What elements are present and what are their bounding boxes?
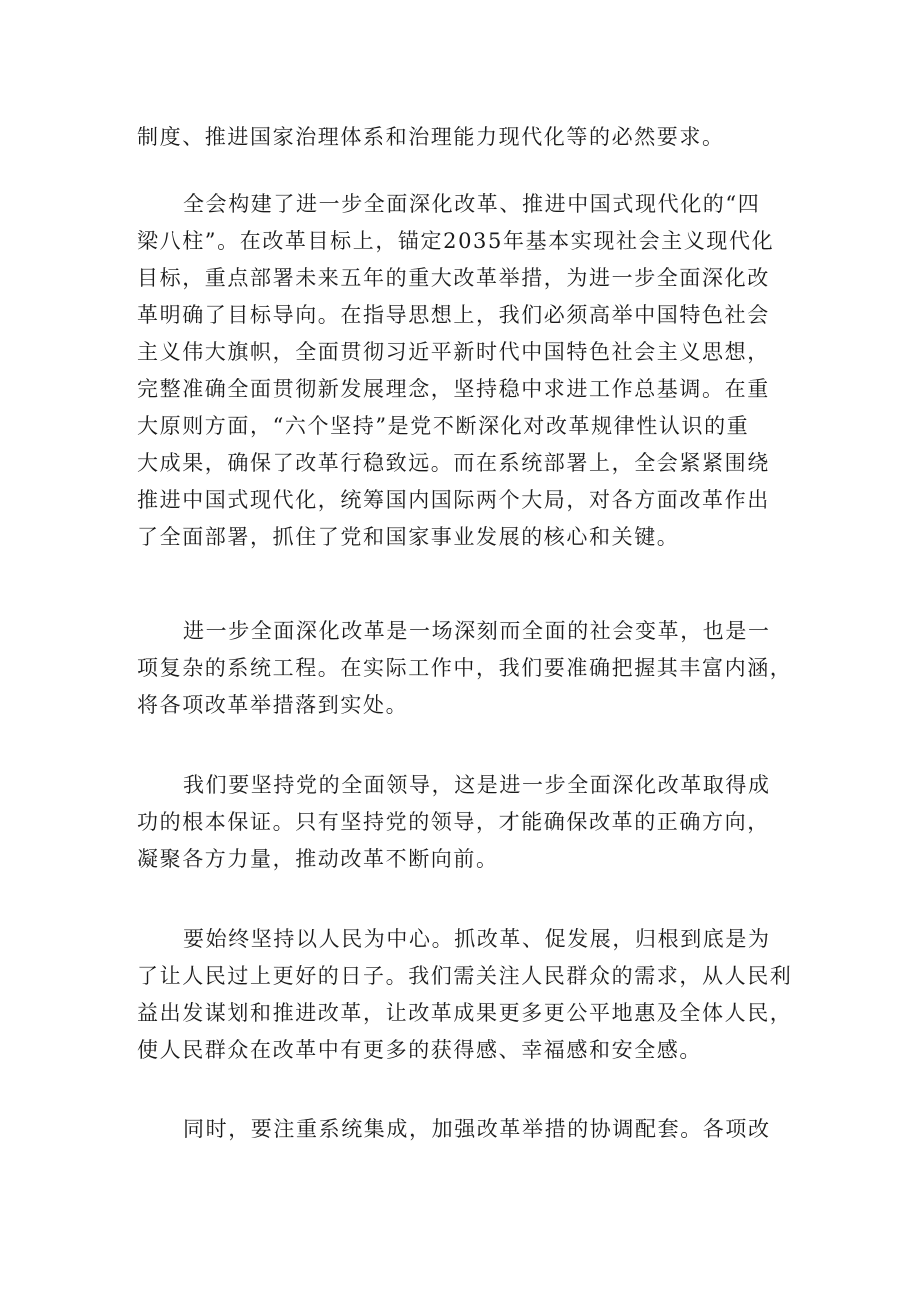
- paragraph-social-transformation: [137, 613, 793, 724]
- text-line: 完整准确全面贯彻新发展理念，坚持稳中求进工作总基调。在重: [137, 377, 770, 401]
- text-line: 大成果，确保了改革行稳致远。而在系统部署上，全会紧紧围绕: [137, 451, 770, 475]
- text-line: 凝聚各方力量，推动改革不断向前。: [137, 847, 499, 871]
- text-line: 主义伟大旗帜，全面贯彻习近平新时代中国特色社会主义思想，: [137, 340, 770, 364]
- paragraph-people-centered: [137, 921, 793, 1069]
- text-line: 全会构建了进一步全面深化改革、推进中国式现代化的“四: [183, 192, 761, 216]
- text-line: 进一步全面深化改革是一场深刻而全面的社会变革，也是一: [183, 619, 771, 643]
- paragraph-party-leadership: [137, 767, 789, 878]
- text-line: 益出发谋划和推进改革，让改革成果更多更公平地惠及全体人民，: [137, 1001, 793, 1025]
- text-line: 革明确了目标导向。在指导思想上，我们必须高举中国特色社会: [137, 303, 770, 327]
- paragraph-four-beams-eight-pillars: [137, 186, 789, 556]
- text-line: 项复杂的系统工程。在实际工作中，我们要准确把握其丰富内涵，: [137, 656, 793, 680]
- paragraph-continuation: [137, 119, 789, 156]
- text-line: 了全面部署，抓住了党和国家事业发展的核心和关键。: [137, 525, 680, 549]
- paragraph-system-integration: [137, 1111, 789, 1148]
- text-line: 大原则方面，“六个坚持”是党不断深化对改革规律性认识的重: [137, 414, 750, 438]
- text-line: 了让人民过上更好的日子。我们需关注人民群众的需求，从人民利: [137, 964, 793, 988]
- text-line: 使人民群众在改革中有更多的获得感、幸福感和安全感。: [137, 1038, 702, 1062]
- text-line: 功的根本保证。只有坚持党的领导，才能确保改革的正确方向，: [137, 810, 770, 834]
- text-line: 目标，重点部署未来五年的重大改革举措，为进一步全面深化改: [137, 266, 770, 290]
- text-line: 梁八柱”。在改革目标上，锚定2035年基本实现社会主义现代化: [137, 229, 775, 253]
- text-line: 推进中国式现代化，统筹国内国际两个大局，对各方面改革作出: [137, 488, 770, 512]
- text-line: 要始终坚持以人民为中心。抓改革、促发展，归根到底是为: [183, 927, 771, 951]
- text-line: 将各项改革举措落到实处。: [137, 693, 409, 717]
- text-line: 同时，要注重系统集成，加强改革举措的协调配套。各项改: [183, 1117, 771, 1141]
- text-line: 制度、推进国家治理体系和治理能力现代化等的必然要求。: [137, 125, 725, 149]
- text-line: 我们要坚持党的全面领导，这是进一步全面深化改革取得成: [183, 773, 771, 797]
